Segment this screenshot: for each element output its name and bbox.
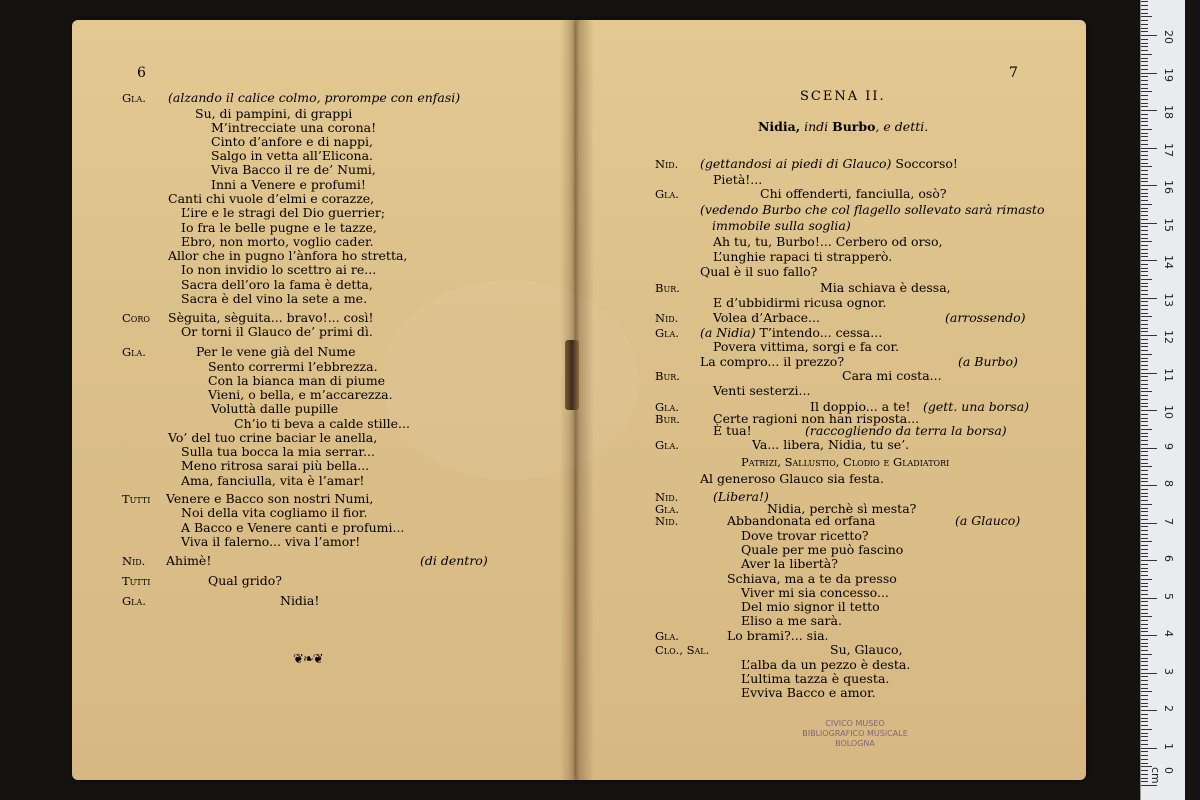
page-number-right: 7 [1009, 65, 1018, 81]
text-line: Dove trovar ricetto? [741, 528, 869, 543]
text-line: Venere e Bacco son nostri Numi, [166, 491, 374, 506]
ruler-number: 14 [1162, 255, 1175, 269]
text-line: Canti chi vuole d’elmi e corazze, [168, 191, 375, 206]
ruler-number: 9 [1162, 442, 1175, 450]
text-line: Ahimè! [166, 553, 212, 568]
speaker-label: Nid. [655, 157, 679, 171]
text-line: Al generoso Glauco sia festa. [700, 471, 884, 486]
ruler-number: 11 [1162, 367, 1175, 382]
text-line: Sacra è del vino la sete a me. [181, 291, 368, 306]
text-line: Ah tu, tu, Burbo!... Cerbero od orso, [713, 234, 943, 249]
text-line: Vieni, o bella, e m’accarezza. [208, 387, 393, 402]
speaker-label: Gla. [655, 326, 679, 340]
text-line: M’intrecciate una corona! [211, 120, 377, 135]
watermark [380, 280, 640, 480]
text-line: Certe ragioni non han risposta... [713, 411, 920, 426]
stage-direction: (raccogliendo da terra la borsa) [805, 423, 1007, 438]
text-line: Su, Glauco, [830, 642, 903, 657]
library-stamp [800, 719, 910, 749]
speaker-label: Gla. [655, 629, 679, 643]
text-line: Viva il falerno... viva l’amor! [181, 534, 361, 549]
scene-subtitle [758, 119, 928, 134]
stamp-line: CIVICO MUSEO [825, 719, 885, 728]
text-line: Patrizi, Sallustio, Clodio e Gladiatori [741, 455, 950, 469]
text-line: Cara mi costa... [842, 368, 942, 383]
text-line: Viva Bacco il re de’ Numi, [211, 162, 376, 177]
text-line: La compro... il prezzo? [700, 354, 845, 369]
ruler-number: 10 [1162, 405, 1175, 419]
text-line: Evviva Bacco e amor. [741, 685, 876, 700]
text-line: Noi della vita cogliamo il fior. [181, 505, 368, 520]
text-line: Venti sesterzi... [713, 383, 811, 398]
text-line: Io non invidio lo scettro ai re... [181, 262, 377, 277]
text-line: Viver mi sia concesso... [741, 585, 889, 600]
scene-subtitle-nidia: Nidia, [758, 119, 801, 134]
speaker-label: Nid. [655, 514, 679, 528]
text-line: (alzando il calice colmo, prorompe con enfasi) [168, 90, 461, 105]
text-line: Nidia! [280, 593, 320, 608]
text-line: (gettandosi ai piedi di Glauco) Soccorso! [700, 156, 958, 171]
speaker-label: Bur. [655, 281, 680, 295]
speaker-label: Gla. [122, 91, 146, 105]
ruler-number: 8 [1162, 480, 1175, 487]
speaker-label: Gla. [655, 400, 679, 414]
text-line: Ama, fanciulla, vita è l’amar! [181, 473, 365, 488]
text-line: Va... libera, Nidia, tu se’. [752, 437, 910, 452]
ruler-number: 6 [1162, 555, 1175, 562]
text-line: Meno ritrosa sarai più bella... [181, 458, 370, 473]
stamp-line: BIBLIOGRAFICO MUSICALE [802, 729, 908, 738]
text-line: Quale per me può fascino [741, 542, 904, 557]
speaker-label: Bur. [655, 369, 680, 383]
text-line: Or torni il Glauco de’ primi dì. [181, 324, 373, 339]
text-line: Sulla tua bocca la mia serrar... [181, 444, 375, 459]
text-line: Ch’io ti beva a calde stille... [234, 416, 410, 431]
stage-direction: (a Burbo) [958, 354, 1018, 369]
ruler-number: 18 [1162, 105, 1175, 119]
text-line: Su, di pampini, di grappi [195, 106, 353, 121]
text-line: Sacra dell’oro la fama è detta, [181, 277, 373, 292]
text-line: Voluttà dalle pupille [211, 401, 339, 416]
text-line: È tua! [713, 423, 752, 438]
ornament: ❦❧❦ [293, 652, 323, 667]
text-line: Schiava, ma a te da presso [727, 571, 897, 586]
text-line: Qual è il suo fallo? [700, 264, 818, 279]
binding-tear [565, 340, 579, 410]
text-line: A Bacco e Venere canti e profumi... [181, 520, 405, 535]
text-line: (a Nidia) T’intendo... cessa... [700, 325, 883, 340]
ruler-label: 0 cm [1149, 767, 1175, 784]
text-line: Il doppio... a te! [810, 399, 911, 414]
speaker-label: Nid. [122, 554, 146, 568]
ruler-number: 7 [1162, 517, 1175, 525]
ruler-number: 3 [1162, 667, 1175, 675]
text-line: Volea d’Arbace... [713, 310, 820, 325]
text-line: E d’ubbidirmi ricusa ognor. [713, 295, 887, 310]
ruler-number: 12 [1162, 330, 1175, 344]
speaker-label: Gla. [122, 594, 146, 608]
text-line: Qual grido? [208, 573, 282, 588]
scene-subtitle-detti: , e detti. [875, 119, 929, 134]
text-line: (vedendo Burbo che col flagello sollevato sarà rimasto [700, 202, 1045, 217]
ruler-number: 4 [1162, 630, 1175, 637]
text-line: L’unghie rapaci ti strapperò. [713, 249, 893, 264]
speaker-label: Clo., Sal. [655, 643, 710, 657]
text-line: Io fra le belle pugne e le tazze, [181, 220, 377, 235]
stamp-line: BOLOGNA [835, 739, 875, 748]
ruler-number: 19 [1162, 67, 1175, 82]
speaker-label: Tutti [122, 492, 151, 506]
speaker-label: Bur. [655, 412, 680, 426]
ruler-number: 5 [1162, 592, 1175, 600]
speaker-label: Gla. [655, 187, 679, 201]
text-line: L’ultima tazza è questa. [741, 671, 890, 686]
speaker-label: Gla. [655, 502, 679, 516]
text-line: Lo brami?... sia. [727, 628, 829, 643]
text-line: Cinto d’anfore e di nappi, [211, 134, 373, 149]
scene-subtitle-burbo: Burbo [832, 119, 876, 134]
text-line: Con la bianca man di piume [208, 373, 386, 388]
speaker-label: Gla. [122, 345, 146, 359]
scene-subtitle-indi: indi [804, 119, 829, 134]
text-line: Abbandonata ed orfana [727, 513, 876, 528]
stage-direction: (a Glauco) [955, 513, 1021, 528]
ruler-number: 16 [1162, 180, 1175, 194]
stage-direction: (di dentro) [420, 553, 488, 568]
ruler-number: 20 [1162, 30, 1175, 44]
text-line: Nidia, perchè sì mesta? [767, 501, 917, 516]
stage-direction: (arrossendo) [945, 310, 1026, 325]
page-number-left: 6 [137, 65, 146, 81]
stage-direction: (gett. una borsa) [923, 399, 1030, 414]
text-line: Sento correrm​i l’ebbrezza. [208, 359, 378, 374]
text-line: Inni a Venere e profumi! [211, 177, 366, 192]
speaker-label: Gla. [655, 438, 679, 452]
text-line: Mia schiava è dessa, [820, 280, 951, 295]
text-line: Vo’ del tuo crine baciar le anella, [168, 430, 378, 445]
text-line: Eliso a me sarà. [741, 613, 842, 628]
text-line: Aver la libertà? [741, 556, 838, 571]
text-line: L’ire e le stragi del Dio guerrier; [181, 205, 386, 220]
ruler-number: 2 [1162, 705, 1175, 712]
text-line: (Libera!) [713, 489, 769, 504]
text-line: Ebro, non morto, voglio cader. [181, 234, 374, 249]
text-line: immobile sulla soglia) [712, 218, 851, 233]
text-line: Povera vittima, sorgi e fa cor. [713, 339, 900, 354]
ruler-number: 15 [1162, 217, 1175, 232]
text-line: Del mio signor il tetto [741, 599, 880, 614]
text-line: L’alba da un pezzo è desta. [741, 657, 911, 672]
text-line: Pietà!... [713, 172, 763, 187]
text-line: Per le vene già del Nume [196, 344, 356, 359]
scene-title: SCENA II. [800, 89, 886, 104]
speaker-label: Nid. [655, 311, 679, 325]
ruler-number: 17 [1162, 142, 1175, 157]
speaker-label: Tutti [122, 574, 151, 588]
text-line: Allor che in pugno l’ànfora ho stretta, [168, 248, 408, 263]
speaker-label: Coro [122, 311, 150, 325]
ruler-number: 1 [1162, 742, 1175, 750]
text-line: Salgo in vetta all’Elicona. [211, 148, 374, 163]
measuring-ruler [1140, 0, 1185, 800]
speaker-label: Nid. [655, 490, 679, 504]
text-line: Sèguita, sèguita... bravo!... così! [168, 310, 374, 325]
text-line: Chi offenderti, fanciulla, osò? [760, 186, 947, 201]
ruler-number: 13 [1162, 292, 1175, 307]
